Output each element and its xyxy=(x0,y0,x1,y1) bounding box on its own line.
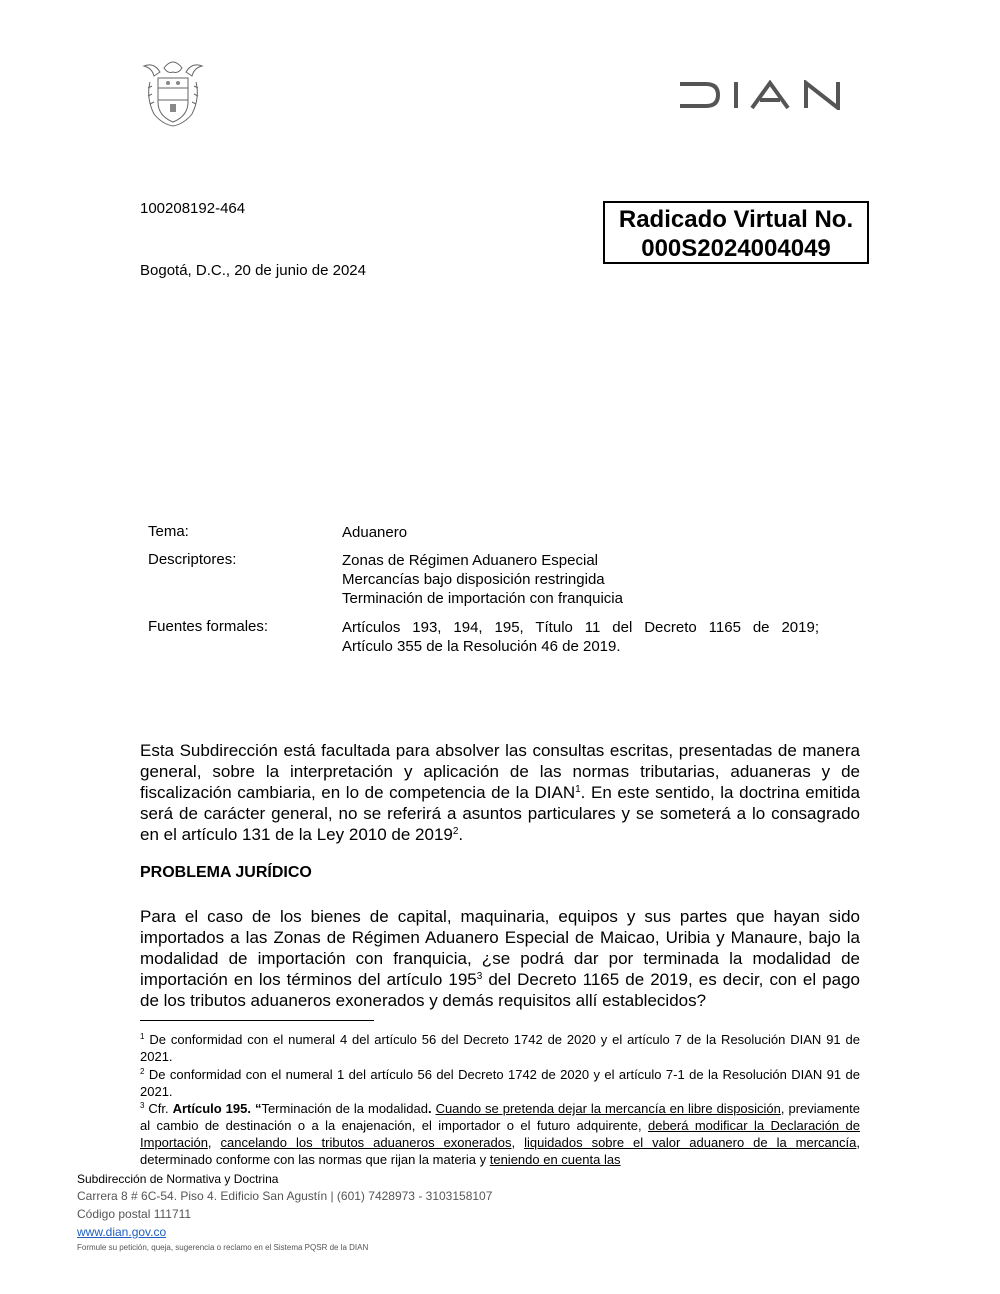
footnote-text: . xyxy=(427,1101,436,1116)
intro-text: . En este sentido, la doctrina emitida será de carácter general, no se referirá a asuntos particulares y se someterá a lo consagrado en el artículo 131 de la Ley 2010 de 2019 xyxy=(140,783,861,844)
footer-address: Carrera 8 # 6C-54. Piso 4. Edificio San Agustín | (601) 7428973 - 3103158107 xyxy=(77,1189,493,1203)
radicado-number: 000S2024004049 xyxy=(641,235,831,262)
footnote-number: 2 xyxy=(140,1067,145,1076)
footnote-number: 1 xyxy=(140,1032,145,1041)
descriptores-label: Descriptores: xyxy=(148,551,237,568)
section-heading: PROBLEMA JURÍDICO xyxy=(140,864,312,881)
footnote-3 xyxy=(140,1100,860,1168)
descriptores-list xyxy=(342,551,623,608)
problem-paragraph xyxy=(140,906,860,1011)
footnote-underlined: teniendo en cuenta las xyxy=(489,1152,621,1167)
footnote-underlined: deberá modificar la Declaración de Importación xyxy=(140,1118,860,1150)
footnote-number: 3 xyxy=(140,1101,145,1110)
footnote-text: De conformidad con el numeral 4 del artículo 56 del Decreto 1742 de 2020 y el artículo 7 de la Resolución DIAN 91 de 2021. xyxy=(140,1032,860,1064)
fuentes-line: Artículo 355 de la Resolución 46 de 2019. xyxy=(342,638,621,655)
footnote-ref: 2 xyxy=(452,826,459,837)
footer-office: Subdirección de Normativa y Doctrina xyxy=(77,1172,279,1186)
footnote-article: Artículo 195. “ xyxy=(172,1101,262,1116)
footnote-text: , determinado conforme con las normas que rijan la materia y xyxy=(140,1135,860,1167)
tema-label: Tema: xyxy=(148,523,189,540)
colombia-coat-of-arms-logo xyxy=(140,58,206,128)
dian-logo xyxy=(678,80,860,110)
intro-text: . xyxy=(458,825,464,844)
footnote-text: Terminación de la modalidad xyxy=(261,1101,428,1116)
descriptor-item: Terminación de importación con franquicia xyxy=(342,590,623,607)
footnote-separator xyxy=(140,1020,374,1021)
tema-value: Aduanero xyxy=(342,524,408,541)
footnote-text: , previamente al cambio de destinación o a la enajenación, el importador o el futuro adquirente, xyxy=(140,1101,861,1133)
footnote-underlined: Cuando se pretenda dejar la mercancía en libre disposición xyxy=(435,1101,781,1116)
footer-pqsr: Formule su petición, queja, sugerencia o reclamo en el Sistema PQSR de la DIAN xyxy=(77,1243,369,1252)
descriptor-item: Zonas de Régimen Aduanero Especial xyxy=(342,552,598,569)
footnote-underlined: liquidados sobre el valor aduanero de la mercancía xyxy=(524,1135,857,1150)
footnote-text: , xyxy=(207,1135,221,1150)
intro-text: Esta Subdirección está facultada para absolver las consultas escritas, presentadas de manera general, sobre la interpretación y aplicación de las normas tributarias, aduaneras y de fiscalización cambiaria, en lo de competencia de la DIAN xyxy=(140,741,860,802)
intro-paragraph xyxy=(140,740,860,845)
footer-postal: Código postal 111711 xyxy=(77,1207,192,1221)
footnote-ref: 3 xyxy=(476,971,483,982)
footnote-text: , xyxy=(511,1135,525,1150)
radicado-label: Radicado Virtual No. xyxy=(618,206,854,233)
problem-text: del Decreto 1165 de 2019, es decir, con el pago de los tributos aduaneros exonerados y demás requisitos allí establecidos? xyxy=(140,970,860,1010)
reference-number: 100208192-464 xyxy=(140,200,246,217)
place-date: Bogotá, D.C., 20 de junio de 2024 xyxy=(140,262,366,279)
fuentes-label: Fuentes formales: xyxy=(148,618,269,635)
footer-website-link[interactable]: www.dian.gov.co xyxy=(77,1225,167,1239)
radicado-box xyxy=(603,201,869,264)
fuentes-line: Artículos 193, 194, 195, Título 11 del Decreto 1165 de 2019; xyxy=(342,619,819,636)
footnote-2 xyxy=(140,1066,860,1100)
footnote-underlined: cancelando los tributos aduaneros exonerados xyxy=(220,1135,512,1150)
fuentes-value xyxy=(342,618,819,656)
footnote-text: Cfr. xyxy=(144,1101,173,1116)
problem-text: Para el caso de los bienes de capital, maquinaria, equipos y sus partes que hayan sido importados a las Zonas de Régimen Aduanero Especial de Maicao, Uribia y Manaure, bajo la modalidad de importación con franquicia, ¿se podrá dar por terminada la modalidad de importación en los términos del artículo 195 xyxy=(140,907,860,989)
footnote-ref: 1 xyxy=(575,784,581,795)
footnote-text: De conformidad con el numeral 1 del artículo 56 del Decreto 1742 de 2020 y el artículo 7-1 de la Resolución DIAN 91 de 2021. xyxy=(140,1067,860,1099)
footnote-1 xyxy=(140,1031,860,1065)
descriptor-item: Mercancías bajo disposición restringida xyxy=(342,571,605,588)
